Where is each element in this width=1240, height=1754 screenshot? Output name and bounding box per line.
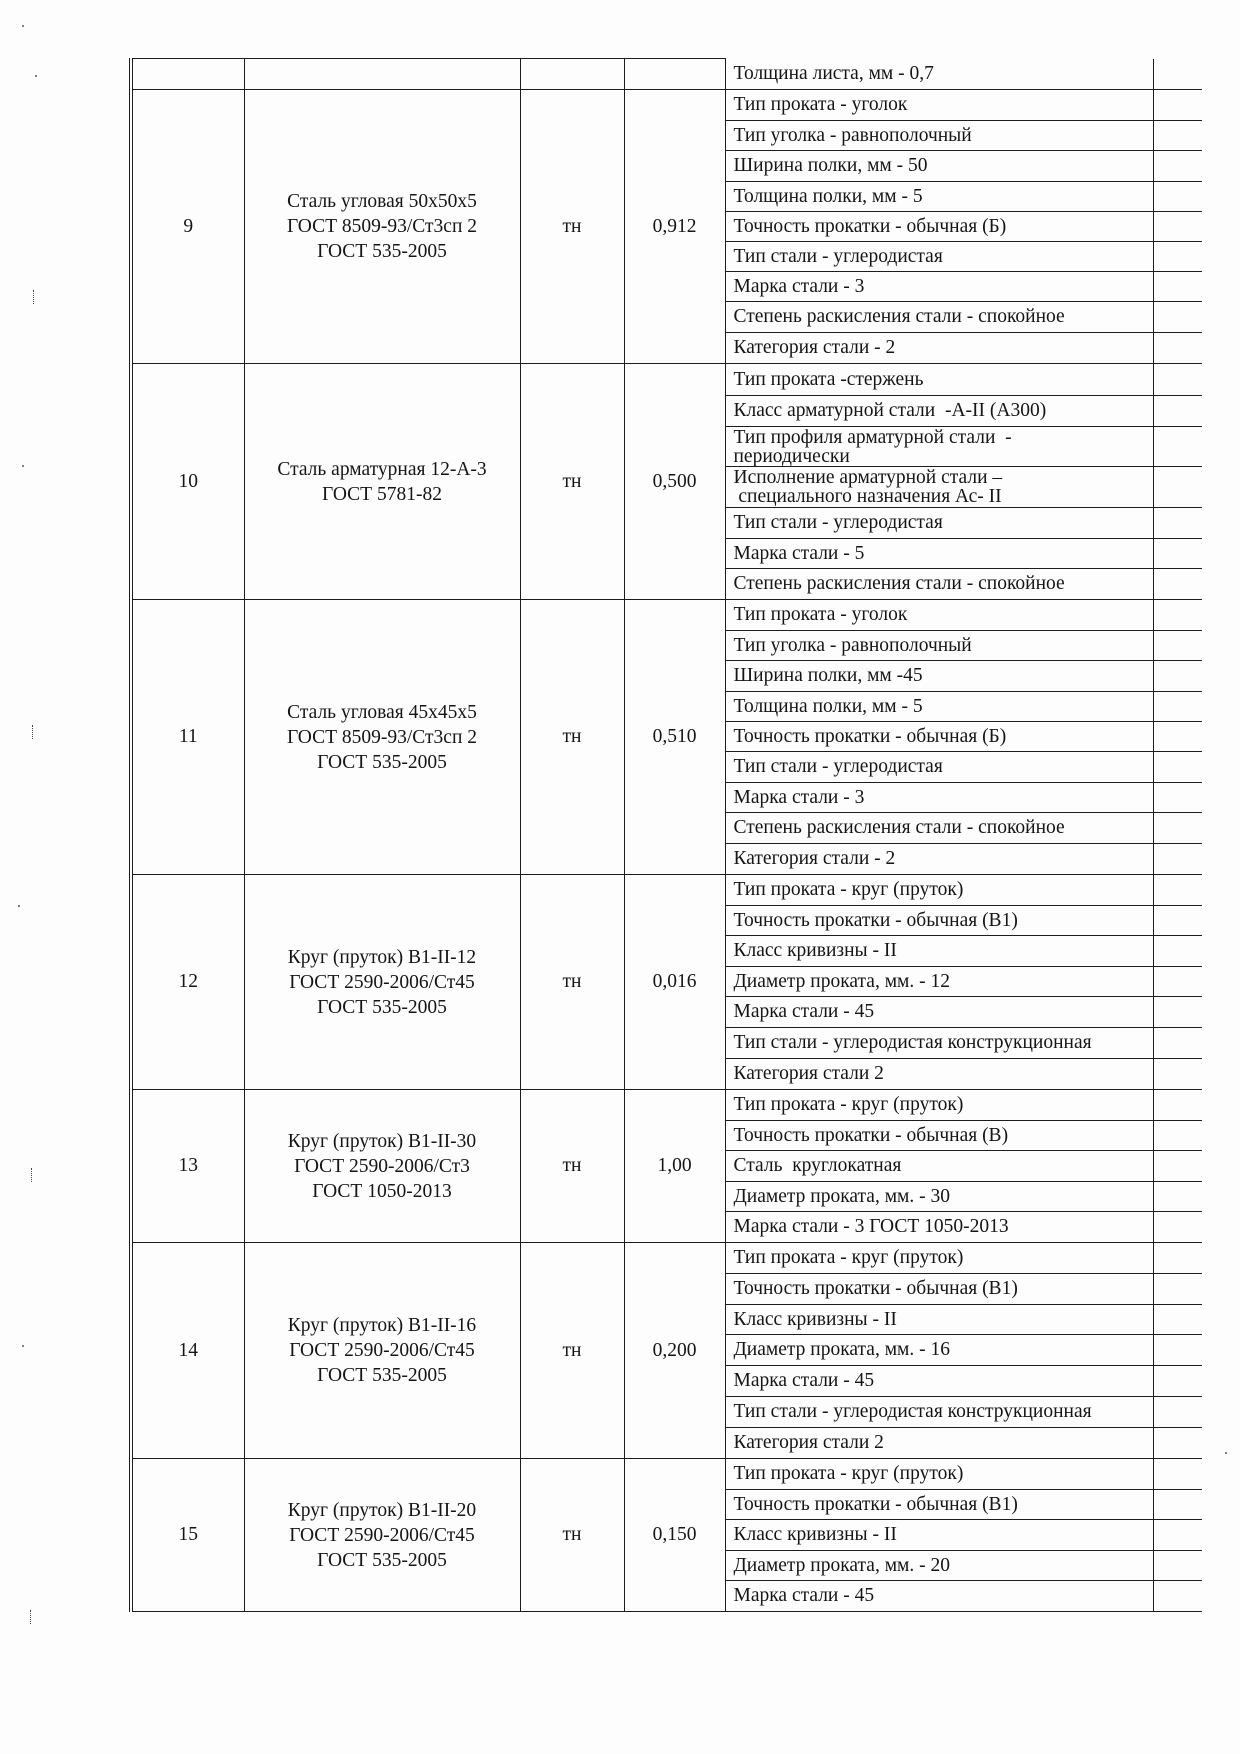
empty-cell <box>1153 783 1202 813</box>
empty-cell <box>1153 1305 1202 1335</box>
item-number-cell: 12 <box>131 875 244 1090</box>
item-number-cell <box>131 59 244 90</box>
empty-cell <box>1153 1490 1202 1520</box>
quantity-cell: 0,912 <box>624 90 725 364</box>
empty-cell <box>1153 967 1202 997</box>
empty-cell <box>1153 427 1202 467</box>
empty-cell <box>1153 600 1202 631</box>
table-row <box>131 1243 1202 1274</box>
specification-cell: Категория стали - 2 <box>725 333 1153 364</box>
empty-cell <box>1153 1274 1202 1305</box>
scan-speck <box>31 1168 33 1182</box>
scan-speck <box>22 25 24 27</box>
item-number-cell: 10 <box>131 364 244 600</box>
item-name-cell <box>244 1459 520 1612</box>
scan-speck <box>35 75 37 77</box>
specification-cell: Класс кривизны - II <box>725 1520 1153 1551</box>
specification-cell: Тип стали - углеродистая конструкционная <box>725 1028 1153 1059</box>
empty-cell <box>1153 1366 1202 1397</box>
item-name-line: ГОСТ 2590-2006/Ст45 <box>289 971 475 993</box>
item-name-line: ГОСТ 8509-93/Ст3сп 2 <box>286 726 478 748</box>
item-name-line: Круг (пруток) В1-II-20 <box>287 1499 477 1521</box>
scan-speck <box>32 725 34 739</box>
empty-cell <box>1153 302 1202 333</box>
empty-cell <box>1153 539 1202 569</box>
item-name-cell <box>244 875 520 1090</box>
item-name-line: ГОСТ 1050-2013 <box>312 1180 452 1202</box>
specification-cell: Тип стали - углеродистая <box>725 242 1153 272</box>
empty-cell <box>1153 1428 1202 1459</box>
quantity-cell: 0,016 <box>624 875 725 1090</box>
item-name-line: ГОСТ 535-2005 <box>317 241 447 262</box>
specification-cell: Класс кривизны - II <box>725 1305 1153 1335</box>
specification-cell: Степень раскисления стали - спокойное <box>725 569 1153 600</box>
unit-cell: тн <box>520 600 624 875</box>
empty-cell <box>1153 508 1202 539</box>
empty-cell <box>1153 875 1202 906</box>
scan-speck <box>18 905 20 907</box>
specification-cell: Тип проката - уголок <box>725 90 1153 121</box>
unit-cell: тн <box>520 875 624 1090</box>
empty-cell <box>1153 569 1202 600</box>
empty-cell <box>1153 1151 1202 1182</box>
item-name-line: ГОСТ 2590-2006/Ст45 <box>289 1340 475 1361</box>
item-name-line: ГОСТ 2590-2006/Ст45 <box>289 1524 475 1546</box>
quantity-cell: 0,200 <box>624 1243 725 1459</box>
specification-cell: Категория стали 2 <box>725 1428 1153 1459</box>
specification-cell: Тип проката - круг (пруток) <box>725 1243 1153 1274</box>
item-name-line: Сталь арматурная 12-А-3 <box>277 458 487 480</box>
table-row <box>131 600 1202 631</box>
empty-cell <box>1153 182 1202 212</box>
empty-cell <box>1153 1459 1202 1490</box>
quantity-cell: 1,00 <box>624 1090 725 1243</box>
empty-cell <box>1153 1028 1202 1059</box>
item-name-line: ГОСТ 535-2005 <box>317 751 447 773</box>
specification-table-body <box>131 59 1202 1612</box>
unit-cell: тн <box>520 364 624 600</box>
item-name-line: ГОСТ 5781-82 <box>322 483 442 505</box>
scan-speck <box>1225 1452 1227 1454</box>
specification-cell: Тип стали - углеродистая <box>725 508 1153 539</box>
empty-cell <box>1153 1397 1202 1428</box>
empty-cell <box>1153 1090 1202 1121</box>
table-row <box>131 1459 1202 1490</box>
table-row <box>131 59 1202 90</box>
specification-cell: Тип проката - круг (пруток) <box>725 875 1153 906</box>
specification-cell: Ширина полки, мм - 50 <box>725 151 1153 182</box>
scan-speck <box>33 290 35 304</box>
specification-cell: Точность прокатки - обычная (В1) <box>725 906 1153 936</box>
empty-cell <box>1153 631 1202 661</box>
quantity-cell: 0,150 <box>624 1459 725 1612</box>
unit-cell <box>520 59 624 90</box>
empty-cell <box>1153 1520 1202 1551</box>
item-name-cell <box>244 600 520 875</box>
specification-cell: Толщина полки, мм - 5 <box>725 182 1153 212</box>
scan-speck <box>22 1345 24 1347</box>
scan-speck <box>30 1610 32 1624</box>
item-name-cell <box>244 59 520 90</box>
unit-cell: тн <box>520 90 624 364</box>
item-number-cell: 14 <box>131 1243 244 1459</box>
specification-table <box>129 58 1202 1612</box>
empty-cell <box>1153 242 1202 272</box>
empty-cell <box>1153 813 1202 844</box>
specification-cell: Тип уголка - равнополочный <box>725 121 1153 151</box>
empty-cell <box>1153 1212 1202 1243</box>
specification-cell: Точность прокатки - обычная (Б) <box>725 212 1153 242</box>
table-row <box>131 1090 1202 1121</box>
specification-cell: Класс кривизны - II <box>725 936 1153 967</box>
empty-cell <box>1153 1243 1202 1274</box>
item-name-cell <box>244 1090 520 1243</box>
item-name-line: Сталь угловая 45х45х5 <box>287 701 477 723</box>
specification-cell: Марка стали - 3 <box>725 272 1153 302</box>
empty-cell <box>1153 1551 1202 1581</box>
item-name-line: ГОСТ 2590-2006/Ст3 <box>294 1155 470 1177</box>
item-name-line: ГОСТ 535-2005 <box>317 1549 447 1571</box>
empty-cell <box>1153 59 1202 90</box>
specification-cell: Тип стали - углеродистая конструкционная <box>725 1397 1153 1428</box>
item-number-cell: 15 <box>131 1459 244 1612</box>
empty-cell <box>1153 272 1202 302</box>
specification-cell: Марка стали - 45 <box>725 1366 1153 1397</box>
item-number-cell: 13 <box>131 1090 244 1243</box>
empty-cell <box>1153 396 1202 427</box>
specification-cell: Исполнение арматурной стали – специального назначения Ас- II <box>725 467 1153 508</box>
table-row <box>131 875 1202 906</box>
empty-cell <box>1153 844 1202 875</box>
item-number-cell: 11 <box>131 600 244 875</box>
specification-cell: Тип профиля арматурной стали - периодически <box>725 427 1153 467</box>
empty-cell <box>1153 692 1202 722</box>
specification-cell: Степень раскисления стали - спокойное <box>725 302 1153 333</box>
empty-cell <box>1153 212 1202 242</box>
specification-cell: Марка стали - 5 <box>725 539 1153 569</box>
specification-cell: Тип проката - уголок <box>725 600 1153 631</box>
specification-cell: Диаметр проката, мм. - 20 <box>725 1551 1153 1581</box>
empty-cell <box>1153 722 1202 752</box>
empty-cell <box>1153 936 1202 967</box>
item-name-cell <box>244 90 520 364</box>
specification-cell: Толщина листа, мм - 0,7 <box>725 59 1153 90</box>
specification-cell: Категория стали 2 <box>725 1059 1153 1090</box>
quantity-cell: 0,510 <box>624 600 725 875</box>
specification-cell: Тип стали - углеродистая <box>725 752 1153 783</box>
item-name-line: Круг (пруток) В1-II-30 <box>287 1130 477 1152</box>
quantity-cell: 0,500 <box>624 364 725 600</box>
specification-cell: Ширина полки, мм -45 <box>725 661 1153 692</box>
specification-cell: Тип проката - круг (пруток) <box>725 1459 1153 1490</box>
specification-cell: Марка стали - 45 <box>725 1581 1153 1612</box>
item-name-line: Круг (пруток) В1-II-12 <box>287 946 477 968</box>
specification-cell: Марка стали - 45 <box>725 997 1153 1028</box>
empty-cell <box>1153 467 1202 508</box>
empty-cell <box>1153 1182 1202 1212</box>
unit-cell: тн <box>520 1090 624 1243</box>
specification-cell: Точность прокатки - обычная (В1) <box>725 1490 1153 1520</box>
empty-cell <box>1153 121 1202 151</box>
empty-cell <box>1153 1335 1202 1366</box>
item-number-cell: 9 <box>131 90 244 364</box>
item-name-line: ГОСТ 535-2005 <box>317 996 447 1018</box>
specification-cell: Категория стали - 2 <box>725 844 1153 875</box>
empty-cell <box>1153 752 1202 783</box>
empty-cell <box>1153 1121 1202 1151</box>
item-name-cell <box>244 1243 520 1459</box>
unit-cell: тн <box>520 1243 624 1459</box>
specification-cell: Степень раскисления стали - спокойное <box>725 813 1153 844</box>
specification-cell: Точность прокатки - обычная (В) <box>725 1121 1153 1151</box>
specification-cell: Толщина полки, мм - 5 <box>725 692 1153 722</box>
item-name-line: ГОСТ 8509-93/Ст3сп 2 <box>286 216 478 237</box>
empty-cell <box>1153 151 1202 182</box>
table-row <box>131 90 1202 121</box>
item-name-line: Сталь угловая 50х50х5 <box>287 191 477 212</box>
empty-cell <box>1153 1581 1202 1612</box>
unit-cell: тн <box>520 1459 624 1612</box>
specification-cell: Тип уголка - равнополочный <box>725 631 1153 661</box>
empty-cell <box>1153 364 1202 396</box>
specification-cell: Точность прокатки - обычная (В1) <box>725 1274 1153 1305</box>
item-name-cell <box>244 364 520 600</box>
empty-cell <box>1153 906 1202 936</box>
specification-cell: Класс арматурной стали -А-II (А300) <box>725 396 1153 427</box>
specification-cell: Диаметр проката, мм. - 30 <box>725 1182 1153 1212</box>
specification-cell: Точность прокатки - обычная (Б) <box>725 722 1153 752</box>
empty-cell <box>1153 997 1202 1028</box>
empty-cell <box>1153 333 1202 364</box>
item-name-line: ГОСТ 535-2005 <box>317 1365 447 1386</box>
table-row <box>131 364 1202 396</box>
quantity-cell <box>624 59 725 90</box>
specification-cell: Марка стали - 3 ГОСТ 1050-2013 <box>725 1212 1153 1243</box>
specification-cell: Тип проката - круг (пруток) <box>725 1090 1153 1121</box>
scan-speck <box>22 465 24 467</box>
specification-cell: Сталь круглокатная <box>725 1151 1153 1182</box>
empty-cell <box>1153 90 1202 121</box>
specification-cell: Марка стали - 3 <box>725 783 1153 813</box>
specification-cell: Диаметр проката, мм. - 12 <box>725 967 1153 997</box>
empty-cell <box>1153 1059 1202 1090</box>
specification-cell: Диаметр проката, мм. - 16 <box>725 1335 1153 1366</box>
item-name-line: Круг (пруток) В1-II-16 <box>287 1315 477 1336</box>
empty-cell <box>1153 661 1202 692</box>
specification-cell: Тип проката -стержень <box>725 364 1153 396</box>
